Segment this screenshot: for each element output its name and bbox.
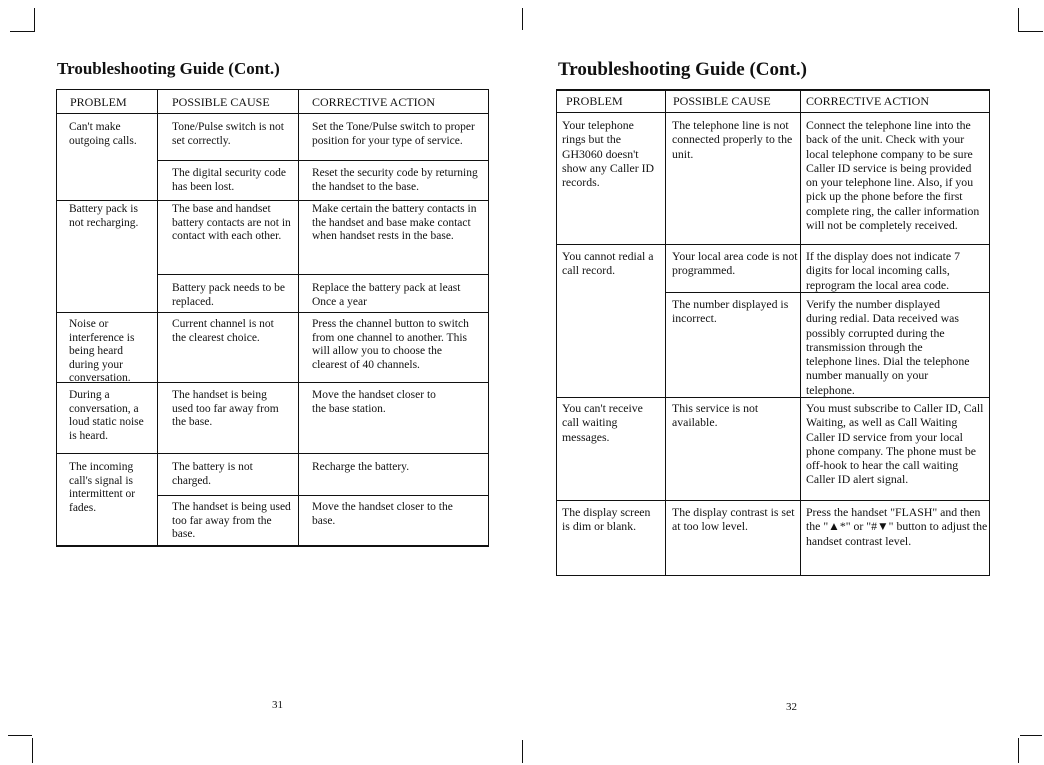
action-cell: Reset the security code by returning the handset to the base. xyxy=(312,167,478,193)
header-possible-cause: POSSIBLE CAUSE xyxy=(172,95,270,109)
crop-mark xyxy=(1020,735,1042,736)
action-cell: Make certain the battery contacts in the handset and base make contact when handset rests in the base. xyxy=(312,203,477,242)
crop-mark xyxy=(8,735,32,736)
problem-cell: Your telephone rings but the GH3060 doesn't show any Caller ID records. xyxy=(562,118,655,190)
cause-cell: The digital security code has been lost. xyxy=(172,167,287,193)
problem-cell: The display screen is dim or blank. xyxy=(562,505,651,534)
page-title: Troubleshooting Guide (Cont.) xyxy=(558,59,807,80)
header-possible-cause: POSSIBLE CAUSE xyxy=(673,94,771,108)
problem-cell: Noise or interference is being heard during your conversation. xyxy=(69,318,135,384)
problem-cell: You cannot redial a call record. xyxy=(562,249,654,278)
action-cell: Set the Tone/Pulse switch to proper position for your type of service. xyxy=(312,121,475,147)
cause-cell: The display contrast is set at too low level. xyxy=(672,505,795,534)
action-cell: Press the channel button to switch from one channel to another. This will allow you to choose the clearest of 40 channels. xyxy=(312,318,469,371)
header-problem: PROBLEM xyxy=(70,95,127,109)
cause-cell: The base and handset battery contacts are not in contact with each other. xyxy=(172,203,291,242)
cause-cell: The handset is being used too far away from the base. xyxy=(172,389,279,428)
header-corrective-action: CORRECTIVE ACTION xyxy=(806,94,929,108)
action-cell: Replace the battery pack at least Once a year xyxy=(312,282,461,308)
action-cell: If the display does not indicate 7 digits for local incoming calls, reprogram the local area code. xyxy=(806,249,960,292)
cause-cell: Tone/Pulse switch is not set correctly. xyxy=(172,121,284,147)
action-cell: You must subscribe to Caller ID, Call Waiting, as well as Call Waiting Caller ID service from your local phone company. The phone must be off-hook to hear the call waiting Caller ID alert signal. xyxy=(806,401,984,487)
crop-mark xyxy=(522,740,523,763)
action-cell: Connect the telephone line into the back of the unit. Check with your local telephone company to be sure Caller ID service is being provided on your telephone line. Also, if you pick up the phone before the first complete ring, the caller information will not be completely received. xyxy=(806,118,980,233)
page-title: Troubleshooting Guide (Cont.) xyxy=(57,59,280,78)
crop-mark xyxy=(1018,738,1019,763)
page-number: 32 xyxy=(786,701,797,713)
crop-mark xyxy=(32,738,33,763)
problem-cell: Battery pack is not recharging. xyxy=(69,203,139,229)
cause-cell: Battery pack needs to be replaced. xyxy=(172,282,286,308)
problem-cell: You can't receive call waiting messages. xyxy=(562,401,643,444)
crop-mark xyxy=(1019,31,1043,32)
action-cell: Move the handset closer to the base station. xyxy=(312,389,436,415)
cause-cell: The battery is not charged. xyxy=(172,461,253,487)
problem-cell: During a conversation, a loud static noise is heard. xyxy=(69,389,144,442)
crop-mark xyxy=(1018,8,1019,32)
cause-cell: Your local area code is not programmed. xyxy=(672,249,798,278)
action-cell: Move the handset closer to the base. xyxy=(312,501,453,527)
action-cell: Press the handset "FLASH" and then the "▲*" or "#▼" button to adjust the handset contrast level. xyxy=(806,505,988,548)
problem-cell: The incoming call's signal is intermittent or fades. xyxy=(69,461,136,514)
problem-cell: Can't make outgoing calls. xyxy=(69,121,137,147)
header-corrective-action: CORRECTIVE ACTION xyxy=(312,95,435,109)
cause-cell: This service is not available. xyxy=(672,401,759,430)
cause-cell: The number displayed is incorrect. xyxy=(672,297,789,326)
action-cell: Verify the number displayed during redial. Data received was possibly corrupted during the transmission through the telephone lines. Dial the telephone number manually on your telephone. xyxy=(806,297,970,397)
cause-cell: Current channel is not the clearest choice. xyxy=(172,318,274,344)
crop-mark xyxy=(522,8,523,30)
action-cell: Recharge the battery. xyxy=(312,461,410,473)
crop-mark xyxy=(10,31,34,32)
cause-cell: The telephone line is not connected properly to the unit. xyxy=(672,118,793,161)
cause-cell: The handset is being used too far away from the base. xyxy=(172,501,291,540)
crop-mark xyxy=(34,8,35,32)
header-problem: PROBLEM xyxy=(566,94,623,108)
page-number: 31 xyxy=(272,699,283,711)
